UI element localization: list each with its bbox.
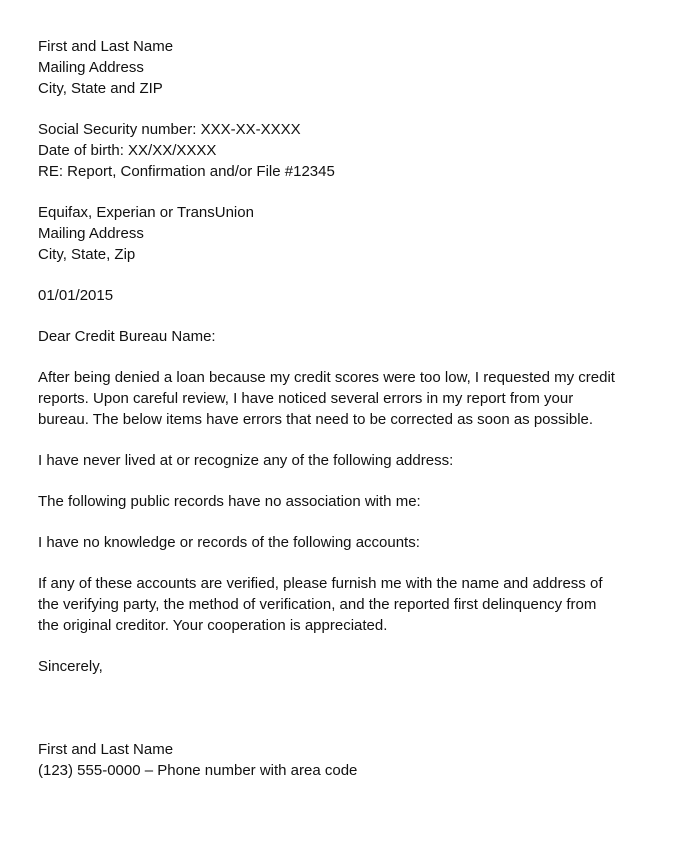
recipient-city: City, State, Zip (38, 246, 136, 263)
sender-block (38, 36, 663, 99)
signature-block (38, 739, 663, 781)
recipient-name: Equifax, Experian or TransUnion (38, 204, 254, 221)
intro-paragraph (38, 367, 663, 430)
verification-line: If any of these accounts are verified, please furnish me with the name and address of (38, 575, 603, 592)
signature-phone: (123) 555-0000 – Phone number with area code (38, 762, 358, 779)
intro-line: reports. Upon careful review, I have noticed several errors in my report from your (38, 390, 574, 407)
verification-paragraph (38, 573, 663, 636)
verification-line: the verifying party, the method of verification, and the reported first delinquency from (38, 596, 597, 613)
recipient-address: Mailing Address (38, 225, 144, 242)
re-line: RE: Report, Confirmation and/or File #12345 (38, 163, 335, 180)
signature-name: First and Last Name (38, 741, 174, 758)
intro-line: bureau. The below items have errors that need to be corrected as soon as possible. (38, 411, 594, 428)
recipient-block (38, 202, 663, 265)
sender-city: City, State and ZIP (38, 80, 163, 97)
sender-name: First and Last Name (38, 38, 174, 55)
identifiers-block (38, 119, 663, 182)
public-records-paragraph: The following public records have no association with me: (38, 493, 421, 510)
verification-line: the original creditor. Your cooperation is appreciated. (38, 617, 388, 634)
letter-date: 01/01/2015 (38, 287, 114, 304)
ssn-line: Social Security number: XXX-XX-XXXX (38, 121, 301, 138)
letter-document (38, 36, 663, 781)
closing: Sincerely, (38, 658, 103, 675)
accounts-paragraph: I have no knowledge or records of the following accounts: (38, 534, 420, 551)
dob-line: Date of birth: XX/XX/XXXX (38, 142, 217, 159)
intro-line: After being denied a loan because my credit scores were too low, I requested my credit (38, 369, 615, 386)
sender-address: Mailing Address (38, 59, 144, 76)
salutation: Dear Credit Bureau Name: (38, 328, 216, 345)
addresses-paragraph: I have never lived at or recognize any of the following address: (38, 452, 454, 469)
